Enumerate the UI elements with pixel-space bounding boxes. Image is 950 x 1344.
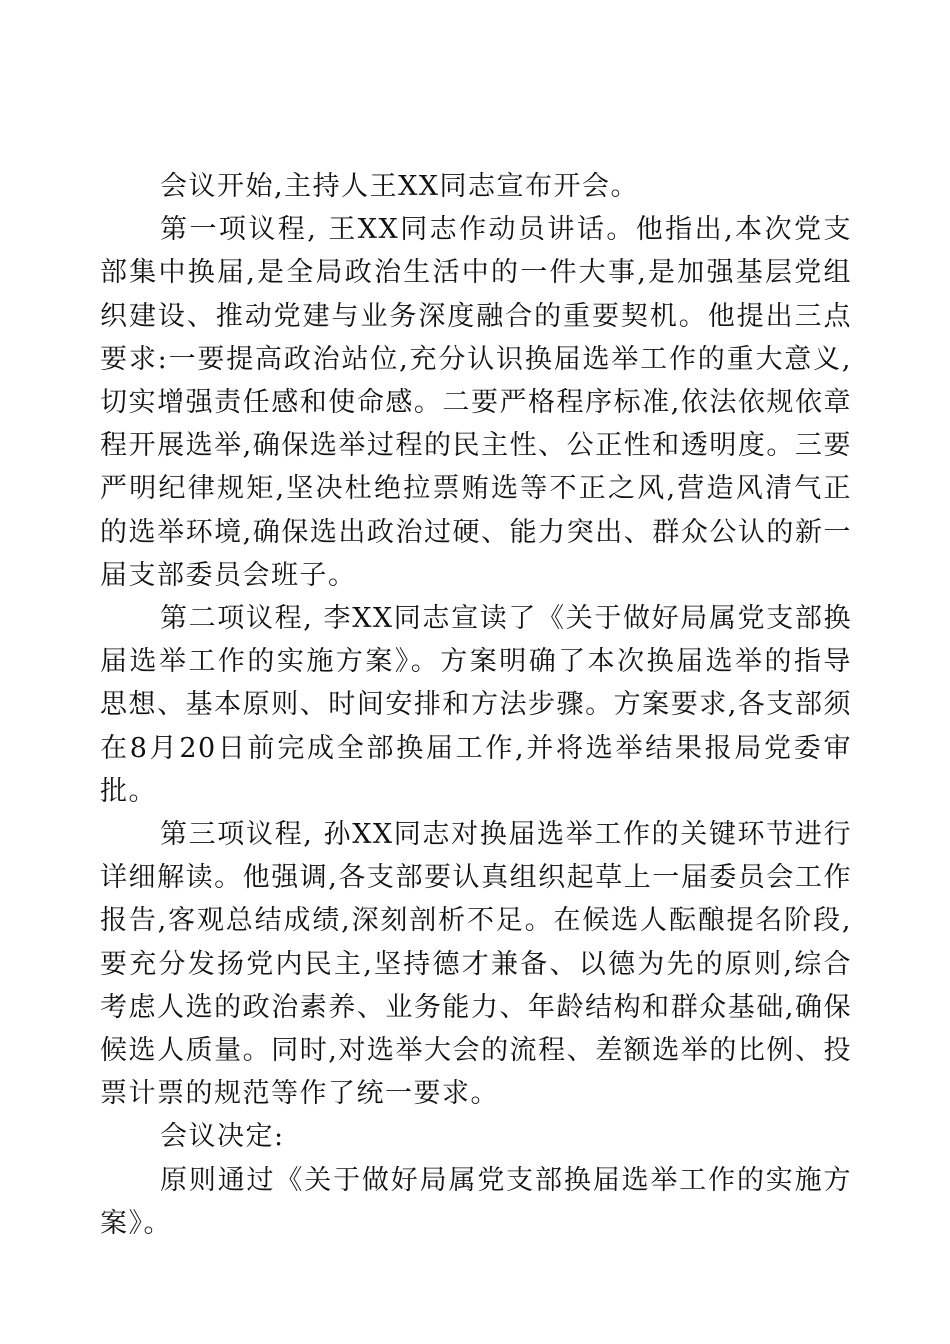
paragraph-decision: 原则通过《关于做好局属党支部换届选举工作的实施方案》。 [100,1164,852,1239]
paragraph-meeting-opening: 会议开始,主持人王XX同志宣布开会。 [160,171,640,202]
paragraph-agenda-item-2: 第二项议程, 李XX同志宣读了《关于做好局属党支部换届选举工作的实施方案》。方案明确了本次换届选举的指导思想、基本原则、时间安排和方法步骤。方案要求,各支部须在8月20日前完成全部换届工作,并将选举结果报局党委审批。 [100,603,852,807]
paragraph-agenda-item-3: 第三项议程, 孙XX同志对换届选举工作的关键环节进行详细解读。他强调,各支部要认真组织起草上一届委员会工作报告,客观总结成绩,深刻剖析不足。在候选人酝酿提名阶段,要充分发扬党内民主,坚持德才兼备、以德为先的原则,综合考虑人选的政治素养、业务能力、年龄结构和群众基础,确保候选人质量。同时,对选举大会的流程、差额选举的比例、投票计票的规范等作了统一要求。 [100,819,852,1110]
paragraph-agenda-item-1: 第一项议程, 王XX同志作动员讲话。他指出,本次党支部集中换届,是全局政治生活中的一件大事,是加强基层党组织建设、推动党建与业务深度融合的重要契机。他提出三点要求:一要提高政治站位,充分认识换届选举工作的重大意义,切实增强责任感和使命感。二要严格程序标准,依法依规依章程开展选举,确保选举过程的民主性、公正性和透明度。三要严明纪律规矩,坚决杜绝拉票贿选等不正之风,营造风清气正的选举环境,确保选出政治过硬、能力突出、群众公认的新一届支部委员会班子。 [100,214,852,591]
document-page [100,165,852,1245]
paragraph-decision-heading: 会议决定: [160,1121,285,1153]
